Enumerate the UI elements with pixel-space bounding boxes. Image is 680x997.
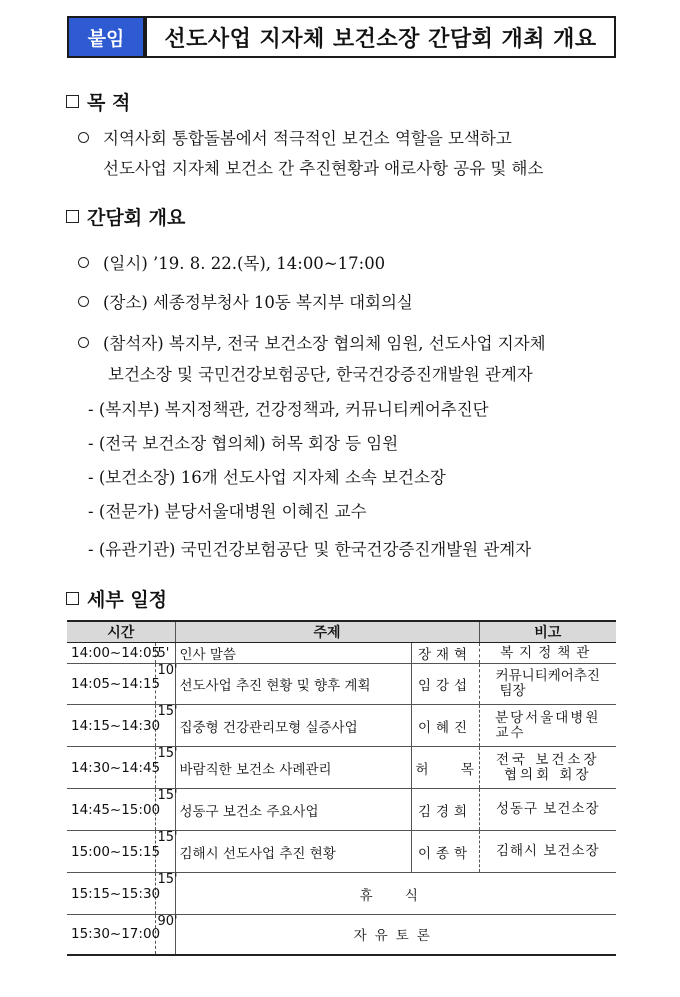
duration-cell: 15' xyxy=(155,705,175,747)
time-cell: 14:30~14:45 xyxy=(67,747,155,789)
time-cell: 15:15~15:30 xyxy=(67,873,155,915)
note-text: 팀장 xyxy=(499,683,526,699)
section-overview-heading xyxy=(66,203,185,230)
time-cell: 14:00~14:05 xyxy=(67,643,155,664)
table-row xyxy=(67,664,616,705)
purpose-text-1: 지역사회 통합돌봄에서 적극적인 보건소 역할을 모색하고 xyxy=(103,129,512,148)
table-row xyxy=(67,643,616,664)
section-schedule-heading xyxy=(66,585,167,612)
overview-attendees-cont: 보건소장 및 국민건강보험공단, 한국건강증진개발원 관계자 xyxy=(108,365,533,384)
table-row xyxy=(67,831,616,873)
break-cell: 휴 식 xyxy=(175,873,616,915)
presenter-cell: 이혜진 xyxy=(411,705,479,747)
duration-cell: 90' xyxy=(155,915,175,955)
attendee-sub-item: - (전문가) 분당서울대병원 이혜진 교수 xyxy=(88,502,367,521)
section-purpose-label: 목 적 xyxy=(87,92,131,114)
note-cell xyxy=(479,831,616,873)
page-title: 선도사업 지자체 보건소장 간담회 개최 개요 xyxy=(145,16,616,58)
attendee-sub-item: - (유관기관) 국민건강보험공단 및 한국건강증진개발원 관계자 xyxy=(88,540,532,559)
topic-cell: 집중형 건강관리모형 실증사업 xyxy=(175,705,411,747)
table-row xyxy=(67,915,616,955)
col-topic-header: 주제 xyxy=(175,621,479,643)
table-row xyxy=(67,789,616,831)
circle-bullet-icon xyxy=(78,296,89,307)
col-time-header: 시간 xyxy=(67,621,175,643)
duration-cell: 10' xyxy=(155,664,175,705)
circle-bullet-icon xyxy=(78,257,89,268)
overview-date xyxy=(78,250,385,274)
topic-cell: 성동구 보건소 주요사업 xyxy=(175,789,411,831)
overview-attendees xyxy=(78,330,546,354)
note-text: 전국 보건소장 xyxy=(495,751,600,768)
note-cell xyxy=(479,789,616,831)
duration-cell: 5' xyxy=(155,643,175,664)
presenter-cell: 장재혁 xyxy=(411,643,479,664)
checkbox-square-icon xyxy=(66,210,79,223)
section-overview-label: 간담회 개요 xyxy=(87,207,186,229)
note-text: 교수 xyxy=(495,724,526,741)
time-cell: 15:30~17:00 xyxy=(67,915,155,955)
overview-place xyxy=(78,289,413,313)
circle-bullet-icon xyxy=(78,337,89,348)
duration-cell: 15' xyxy=(155,831,175,873)
attachment-badge: 붙임 xyxy=(67,16,145,58)
note-text: 커뮤니티케어추진 xyxy=(495,668,600,684)
table-row xyxy=(67,705,616,747)
note-cell xyxy=(479,705,616,747)
overview-date-text: (일시) ’19. 8. 22.(목), 14:00~17:00 xyxy=(103,254,386,273)
note-cell xyxy=(479,643,616,664)
note-cell xyxy=(479,664,616,705)
table-row xyxy=(67,873,616,915)
duration-cell: 15' xyxy=(155,789,175,831)
duration-cell: 15' xyxy=(155,873,175,915)
checkbox-square-icon xyxy=(66,95,79,108)
topic-cell: 바람직한 보건소 사례관리 xyxy=(175,747,411,789)
duration-cell: 15' xyxy=(155,747,175,789)
schedule-table xyxy=(67,620,616,956)
time-cell: 14:45~15:00 xyxy=(67,789,155,831)
attendee-sub-item: - (복지부) 복지정책관, 건강정책과, 커뮤니티케어추진단 xyxy=(88,400,489,419)
purpose-line-2: 선도사업 지자체 보건소 간 추진현황과 애로사항 공유 및 해소 xyxy=(103,159,544,178)
note-text: 복지정책관 xyxy=(500,644,596,661)
attendee-sub-item: - (전국 보건소장 협의체) 허목 회장 등 임원 xyxy=(88,434,399,453)
col-note-header: 비고 xyxy=(479,621,616,643)
table-header-row xyxy=(67,621,616,643)
time-cell: 14:15~14:30 xyxy=(67,705,155,747)
time-cell: 15:00~15:15 xyxy=(67,831,155,873)
note-text: 분당서울대병원 xyxy=(495,709,601,726)
note-text: 협의회 회장 xyxy=(504,766,592,783)
overview-place-text: (장소) 세종정부청사 10동 복지부 대회의실 xyxy=(103,293,413,312)
presenter-cell: 허 목 xyxy=(411,747,479,789)
note-text: 성동구 보건소장 xyxy=(495,801,600,817)
checkbox-square-icon xyxy=(66,592,79,605)
note-text: 김해시 보건소장 xyxy=(495,843,600,859)
attendee-sub-item: - (보건소장) 16개 선도사업 지자체 소속 보건소장 xyxy=(88,468,446,487)
topic-cell: 김해시 선도사업 추진 현황 xyxy=(175,831,411,873)
purpose-line-1 xyxy=(78,125,512,149)
topic-cell: 선도사업 추진 현황 및 향후 계획 xyxy=(175,664,411,705)
note-cell xyxy=(479,747,616,789)
presenter-cell: 임강섭 xyxy=(411,664,479,705)
time-cell: 14:05~14:15 xyxy=(67,664,155,705)
table-row xyxy=(67,747,616,789)
overview-attendees-text: (참석자) 복지부, 전국 보건소장 협의체 임원, 선도사업 지자체 xyxy=(103,334,546,353)
section-purpose-heading xyxy=(66,88,130,115)
presenter-cell: 이종학 xyxy=(411,831,479,873)
presenter-cell: 김경희 xyxy=(411,789,479,831)
circle-bullet-icon xyxy=(78,132,89,143)
topic-cell: 인사 말씀 xyxy=(175,643,411,664)
section-schedule-label: 세부 일정 xyxy=(87,589,168,611)
discussion-cell: 자유토론 xyxy=(175,915,616,955)
